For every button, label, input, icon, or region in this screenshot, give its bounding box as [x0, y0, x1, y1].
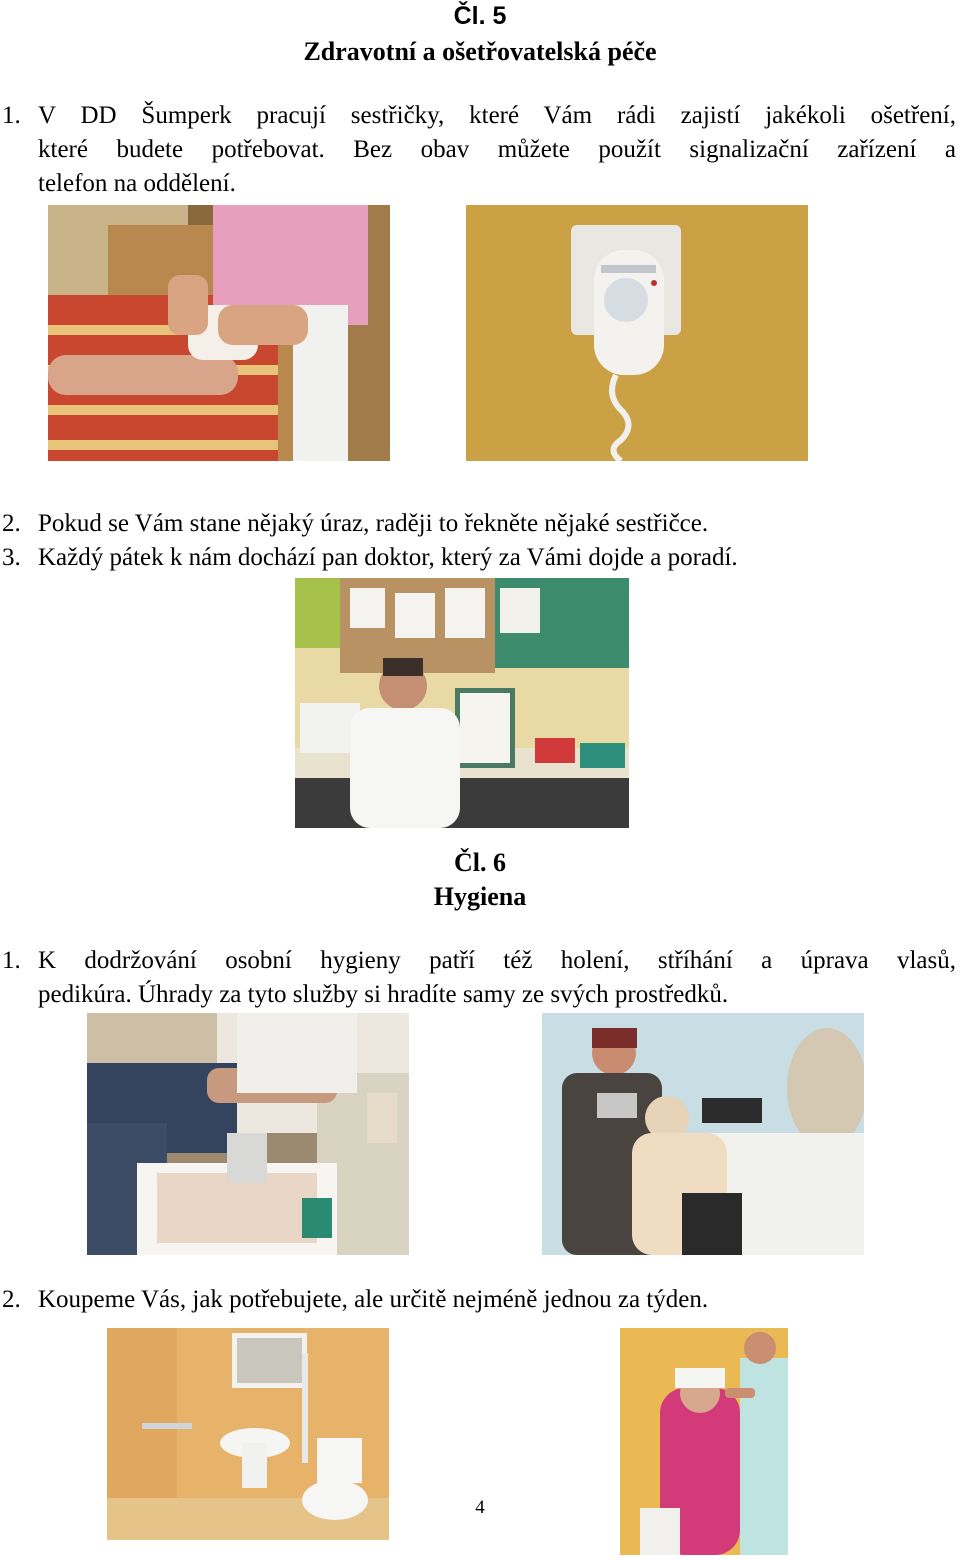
hair-washing-photo — [620, 1328, 788, 1555]
article-6-title: Hygiena — [433, 882, 527, 911]
doctor-photo — [295, 578, 629, 828]
article-5-number: Čl. 5 — [453, 2, 507, 30]
article-5-item-1-line-3: telefon na oddělení. — [38, 170, 236, 197]
call-device-photo — [466, 205, 808, 461]
hairdresser-photo — [542, 1013, 864, 1255]
article-5-title: Zdravotní a ošetřovatelská péče — [303, 37, 657, 66]
list-marker: 1. — [2, 947, 21, 974]
article-5-item-3-text: Každý pátek k nám dochází pan doktor, který za Vámi dojde a poradí. — [38, 544, 738, 571]
list-marker: 3. — [2, 544, 21, 571]
article-5-item-1-line-1: V DD Šumperk pracují sestřičky, které Vám rádi zajistí jakékoli ošetření, — [38, 102, 956, 129]
list-marker: 1. — [2, 102, 21, 129]
list-marker: 2. — [2, 1286, 21, 1313]
list-marker: 2. — [2, 510, 21, 537]
pedicure-photo — [87, 1013, 409, 1255]
article-6-number: Čl. 6 — [454, 848, 506, 877]
page-number: 4 — [475, 1497, 485, 1518]
nurse-bandaging-photo — [48, 205, 390, 461]
article-5-item-2-text: Pokud se Vám stane nějaký úraz, raději to řekněte nějaké sestřičce. — [38, 510, 709, 537]
bathroom-photo — [107, 1328, 389, 1540]
article-6-item-2-text: Koupeme Vás, jak potřebujete, ale určitě nejméně jednou za týden. — [38, 1286, 709, 1313]
article-6-item-1-line-2: pedikúra. Úhrady za tyto služby si hradíte samy ze svých prostředků. — [38, 981, 729, 1008]
article-5-item-1-line-2: které budete potřebovat. Bez obav můžete použít signalizační zařízení a — [38, 136, 956, 163]
article-6-item-1-line-1: K dodržování osobní hygieny patří též holení, stříhání a úprava vlasů, — [38, 947, 956, 974]
